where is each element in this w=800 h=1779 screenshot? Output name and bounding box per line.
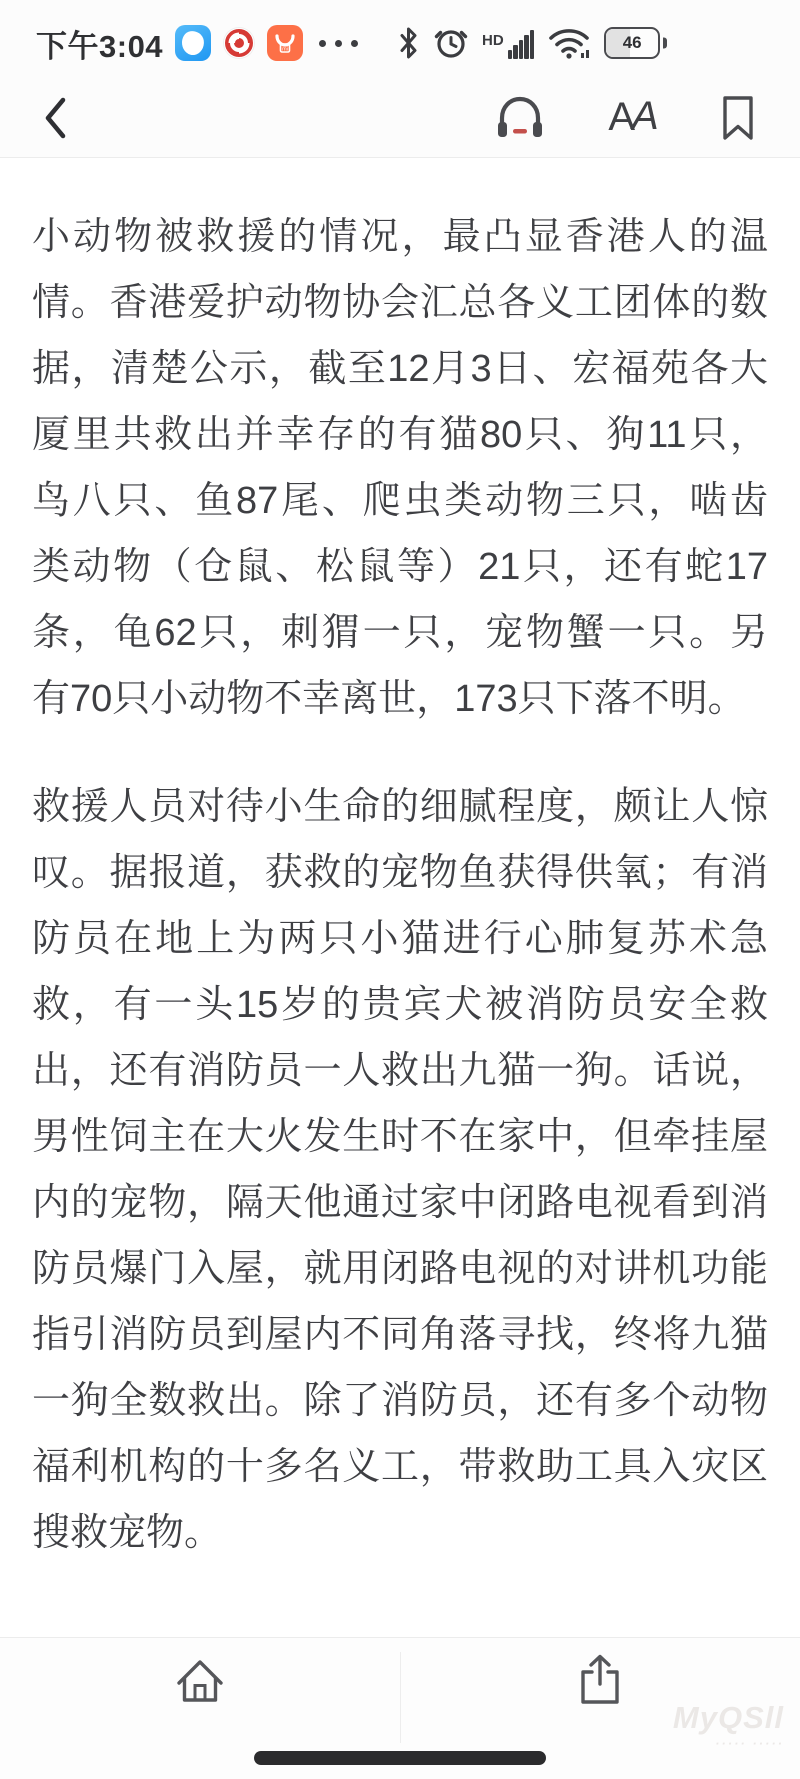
bluetooth-icon xyxy=(398,26,420,60)
listen-audio-button[interactable] xyxy=(488,78,552,157)
wifi-icon xyxy=(548,27,590,59)
alarm-clock-icon xyxy=(434,26,468,60)
battery-percent: 46 xyxy=(623,33,642,53)
blue-app-notification-icon xyxy=(175,25,211,61)
svg-text:mi: mi xyxy=(282,47,288,53)
share-icon xyxy=(572,1652,628,1710)
home-indicator-bar[interactable] xyxy=(254,1751,546,1765)
article-line: 有70只小动物不幸离世，173只下落不明。 xyxy=(32,666,768,732)
article-line: 小动物被救援的情况，最凸显香港人的温 xyxy=(32,204,768,270)
back-chevron-icon xyxy=(42,95,68,141)
hd-signal-icon xyxy=(482,28,534,59)
more-notifications-dots xyxy=(319,40,358,47)
home-icon xyxy=(171,1652,229,1710)
hd-label: HD xyxy=(482,32,504,49)
article-body xyxy=(32,204,768,1566)
article-line: 据，清楚公示，截至12月3日、宏福苑各大 xyxy=(32,336,768,402)
article-line: 叹。据报道，获救的宠物鱼获得供氧；有消 xyxy=(32,840,768,906)
font-size-icon: AA xyxy=(608,95,655,140)
article-line: 搜救宠物。 xyxy=(32,1500,768,1566)
status-bar xyxy=(0,18,800,68)
article-line: 条，龟62只，刺猬一只，宠物蟹一只。另 xyxy=(32,600,768,666)
article-content[interactable] xyxy=(0,158,800,1637)
article-line: 救，有一头15岁的贵宾犬被消防员安全救 xyxy=(32,972,768,1038)
article-line: 类动物（仓鼠、松鼠等）21只，还有蛇17 xyxy=(32,534,768,600)
paragraph xyxy=(32,774,768,1566)
article-line: 鸟八只、鱼87尾、爬虫类动物三只，啮齿 xyxy=(32,468,768,534)
back-button[interactable] xyxy=(30,78,80,157)
article-line: 厦里共救出并幸存的有猫80只、狗11只， xyxy=(32,402,768,468)
article-line: 内的宠物，隔天他通过家中闭路电视看到消 xyxy=(32,1170,768,1236)
red-swirl-notification-icon xyxy=(223,27,255,59)
article-line: 防员爆门入屋，就用闭路电视的对讲机功能 xyxy=(32,1236,768,1302)
headphones-icon xyxy=(494,94,546,142)
article-line: 防员在地上为两只小猫进行心肺复苏术急 xyxy=(32,906,768,972)
article-line: 出，还有消防员一人救出九猫一狗。话说， xyxy=(32,1038,768,1104)
article-line: 救援人员对待小生命的细腻程度，颇让人惊 xyxy=(32,774,768,840)
reader-toolbar xyxy=(0,78,800,158)
bookmark-button[interactable] xyxy=(712,78,764,157)
article-line: 指引消防员到屋内不同角落寻找，终将九猫 xyxy=(32,1302,768,1368)
article-line: 一狗全数救出。除了消防员，还有多个动物 xyxy=(32,1368,768,1434)
paragraph xyxy=(32,204,768,732)
clock-time: 下午3:04 xyxy=(36,21,163,66)
font-size-button[interactable] xyxy=(600,78,664,157)
device-watermark: MyQSll ····· ····· xyxy=(673,1702,784,1750)
battery-icon xyxy=(604,27,660,59)
mi-store-notification-icon xyxy=(267,25,303,61)
article-line: 福利机构的十多名义工，带救助工具入灾区 xyxy=(32,1434,768,1500)
bookmark-icon xyxy=(721,95,755,141)
article-line: 情。香港爱护动物协会汇总各义工团体的数 xyxy=(32,270,768,336)
article-line: 男性饲主在大火发生时不在家中，但牵挂屋 xyxy=(32,1104,768,1170)
